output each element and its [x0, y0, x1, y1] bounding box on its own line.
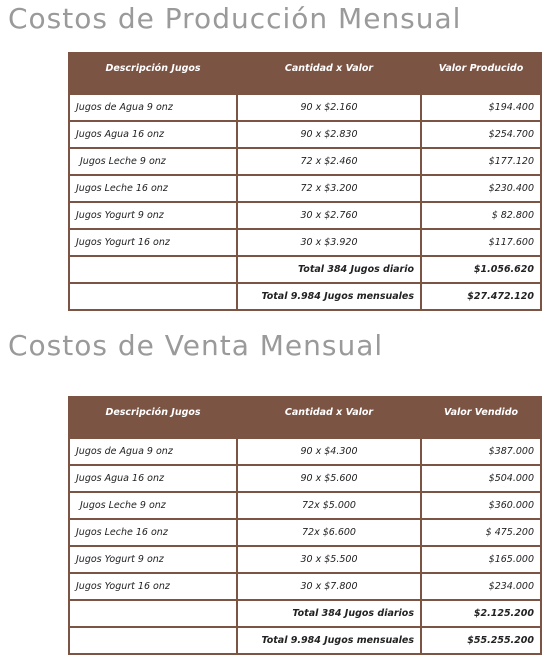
row-description: Jugos Yogurt 16 onz: [69, 229, 237, 256]
row-description: Jugos Leche 16 onz: [69, 175, 237, 202]
row-value: $360.000: [421, 492, 541, 519]
row-value: $ 475.200: [421, 519, 541, 546]
row-value: $177.120: [421, 148, 541, 175]
row-quantity: 30 x $3.920: [237, 229, 421, 256]
table-header-row: [69, 397, 541, 438]
row-quantity: 90 x $5.600: [237, 465, 421, 492]
row-description: Jugos Agua 16 onz: [69, 465, 237, 492]
row-value: $234.000: [421, 573, 541, 600]
total-daily-label: Total 384 Jugos diario: [237, 256, 421, 283]
total-monthly-label: Total 9.984 Jugos mensuales: [237, 627, 421, 654]
column-header-quantity: Cantidad x Valor: [237, 53, 421, 94]
row-value: $ 82.800: [421, 202, 541, 229]
table-row: [69, 94, 541, 121]
table-row: [69, 519, 541, 546]
total-daily-row: [69, 256, 541, 283]
total-monthly-value: $27.472.120: [421, 283, 541, 310]
row-quantity: 90 x $2.830: [237, 121, 421, 148]
total-daily-value: $1.056.620: [421, 256, 541, 283]
column-header-quantity: Cantidad x Valor: [237, 397, 421, 438]
sales-title: Costos de Venta Mensual: [8, 329, 384, 362]
row-description: Jugos Leche 9 onz: [69, 492, 237, 519]
total-monthly-value: $55.255.200: [421, 627, 541, 654]
table-row: [69, 202, 541, 229]
row-quantity: 72 x $3.200: [237, 175, 421, 202]
row-quantity: 90 x $2.160: [237, 94, 421, 121]
production-table: [68, 52, 542, 311]
row-quantity: 30 x $2.760: [237, 202, 421, 229]
empty-cell: [69, 283, 237, 310]
table-header-row: [69, 53, 541, 94]
row-quantity: 72x $6.600: [237, 519, 421, 546]
total-daily-value: $2.125.200: [421, 600, 541, 627]
table-row: [69, 492, 541, 519]
row-description: Jugos Yogurt 9 onz: [69, 546, 237, 573]
row-description: Jugos de Agua 9 onz: [69, 94, 237, 121]
table-row: [69, 465, 541, 492]
empty-cell: [69, 627, 237, 654]
total-daily-label: Total 384 Jugos diarios: [237, 600, 421, 627]
row-description: Jugos Agua 16 onz: [69, 121, 237, 148]
row-description: Jugos de Agua 9 onz: [69, 438, 237, 465]
empty-cell: [69, 600, 237, 627]
row-value: $165.000: [421, 546, 541, 573]
row-value: $254.700: [421, 121, 541, 148]
column-header-value: Valor Vendido: [421, 397, 541, 438]
row-quantity: 90 x $4.300: [237, 438, 421, 465]
total-monthly-row: [69, 627, 541, 654]
table-row: [69, 573, 541, 600]
row-description: Jugos Yogurt 16 onz: [69, 573, 237, 600]
total-monthly-label: Total 9.984 Jugos mensuales: [237, 283, 421, 310]
row-value: $504.000: [421, 465, 541, 492]
row-quantity: 72 x $2.460: [237, 148, 421, 175]
row-description: Jugos Leche 9 onz: [69, 148, 237, 175]
table-row: [69, 175, 541, 202]
table-row: [69, 121, 541, 148]
production-title: Costos de Producción Mensual: [8, 2, 462, 35]
row-quantity: 30 x $7.800: [237, 573, 421, 600]
column-header-description: Descripción Jugos: [69, 397, 237, 438]
table-row: [69, 229, 541, 256]
row-description: Jugos Leche 16 onz: [69, 519, 237, 546]
row-value: $387.000: [421, 438, 541, 465]
total-daily-row: [69, 600, 541, 627]
empty-cell: [69, 256, 237, 283]
column-header-value: Valor Producido: [421, 53, 541, 94]
table-row: [69, 438, 541, 465]
table-row: [69, 148, 541, 175]
row-value: $230.400: [421, 175, 541, 202]
total-monthly-row: [69, 283, 541, 310]
row-description: Jugos Yogurt 9 onz: [69, 202, 237, 229]
row-value: $194.400: [421, 94, 541, 121]
row-quantity: 72x $5.000: [237, 492, 421, 519]
column-header-description: Descripción Jugos: [69, 53, 237, 94]
sales-table: [68, 396, 542, 655]
row-value: $117.600: [421, 229, 541, 256]
table-row: [69, 546, 541, 573]
row-quantity: 30 x $5.500: [237, 546, 421, 573]
